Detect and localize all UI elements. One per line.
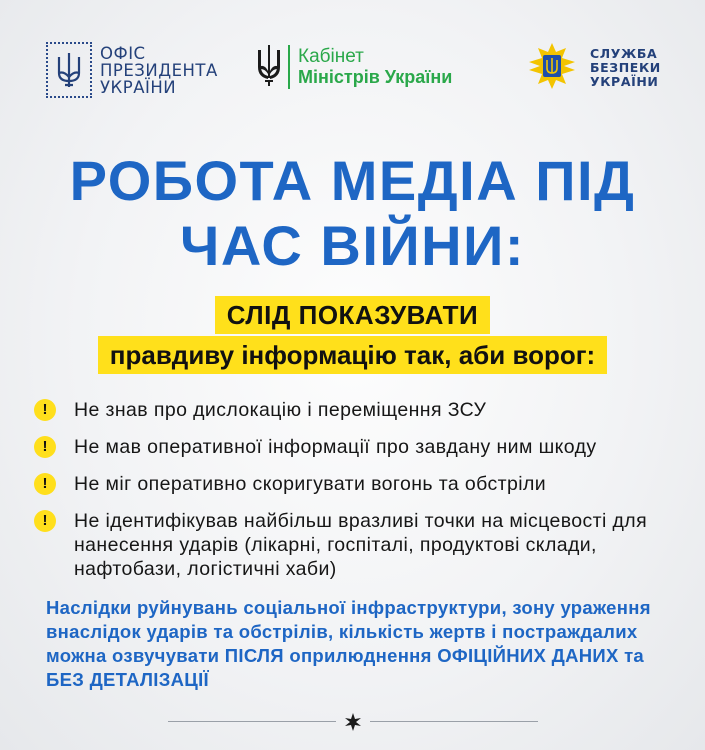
footer-divider-right bbox=[370, 721, 538, 722]
title-line-1: РОБОТА МЕДІА ПІД bbox=[69, 149, 636, 212]
bullet-list bbox=[34, 398, 694, 581]
title-line-2: ЧАС ВІЙНИ: bbox=[180, 214, 525, 277]
list-item bbox=[34, 509, 694, 581]
footer-divider-left bbox=[168, 721, 336, 722]
bullet-text: Не міг оперативно скоригувати вогонь та обстріли bbox=[74, 473, 547, 495]
cabinet-text bbox=[298, 46, 452, 88]
op-line-2: ПРЕЗИДЕНТА bbox=[100, 60, 218, 80]
footnote-text: Наслідки руйнувань соціальної інфраструктури, зону ураження внаслідок ударів та обстрілів, кількість жертв і постраждалих можна озвучувати ПІСЛЯ оприлюднення ОФІЦІЙНИХ ДАНИХ та БЕЗ ДЕТАЛІЗАЦІЇ bbox=[46, 597, 651, 690]
header-logos bbox=[0, 42, 705, 102]
list-item bbox=[34, 472, 694, 496]
footer-ornament bbox=[0, 712, 705, 732]
cabinet-logo bbox=[256, 42, 452, 92]
op-line-3: УКРАЇНИ bbox=[100, 77, 177, 97]
exclamation-icon: ! bbox=[34, 399, 56, 421]
trident-icon bbox=[46, 42, 92, 98]
op-line-1: ОФІС bbox=[100, 43, 146, 63]
sbu-emblem-icon bbox=[528, 42, 576, 94]
subtitle-line-2 bbox=[0, 336, 705, 374]
sbu-logo bbox=[528, 42, 661, 94]
bullet-text: Не ідентифікував найбільш вразливі точки на місцевості для нанесення ударів (лікарні, госпіталі, продуктові склади, нафтобази, логістичні хаби) bbox=[74, 510, 648, 580]
cabinet-line-1: Кабінет bbox=[298, 46, 364, 67]
sbu-line-3: УКРАЇНИ bbox=[590, 74, 659, 89]
bullet-text: Не знав про дислокацію і переміщення ЗСУ bbox=[74, 399, 487, 421]
subtitle-highlight-2: правдиву інформацію так, аби ворог: bbox=[98, 336, 607, 374]
cross-ornament-icon bbox=[343, 712, 363, 732]
exclamation-icon: ! bbox=[34, 473, 56, 495]
subtitle-line-1 bbox=[0, 296, 705, 334]
bullet-text: Не мав оперативної інформації про завдану ним шкоду bbox=[74, 436, 597, 458]
sbu-text bbox=[590, 47, 661, 89]
cabinet-line-2: Міністрів України bbox=[298, 67, 453, 87]
office-president-text bbox=[100, 45, 218, 96]
trident-icon bbox=[256, 42, 282, 92]
sbu-line-1: СЛУЖБА bbox=[590, 46, 658, 61]
exclamation-icon: ! bbox=[34, 436, 56, 458]
sbu-line-2: БЕЗПЕКИ bbox=[590, 60, 661, 75]
office-president-logo bbox=[46, 42, 218, 98]
page-title bbox=[0, 148, 705, 278]
subtitle-highlight-1: СЛІД ПОКАЗУВАТИ bbox=[215, 296, 490, 334]
cabinet-divider bbox=[288, 45, 290, 89]
list-item bbox=[34, 435, 694, 459]
list-item bbox=[34, 398, 694, 422]
exclamation-icon: ! bbox=[34, 510, 56, 532]
